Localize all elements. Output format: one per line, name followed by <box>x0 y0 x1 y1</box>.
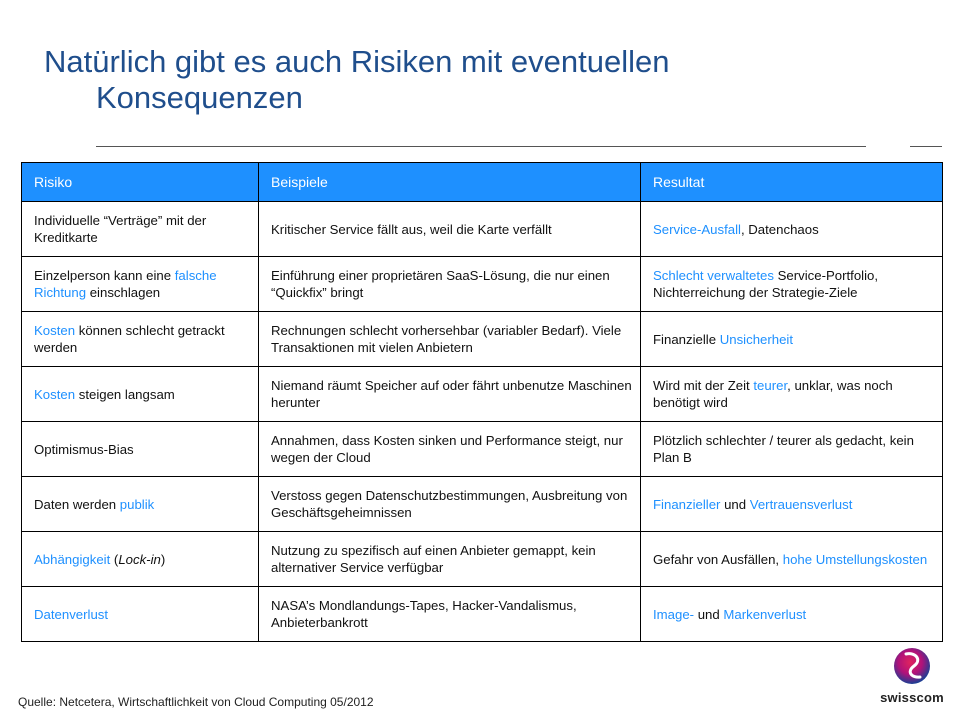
cell-text: Service-Portfolio, Nichterreichung der Strategie-Ziele <box>653 268 879 300</box>
cell-risk <box>22 532 259 587</box>
source-note: Quelle: Netcetera, Wirtschaftlichkeit von Cloud Computing 05/2012 <box>18 695 374 709</box>
cell-result <box>641 587 943 642</box>
cell-risk <box>22 477 259 532</box>
cell-result <box>641 367 943 422</box>
title-divider-short <box>910 146 942 147</box>
title-line-1: Natürlich gibt es auch Risiken mit eventuellen <box>44 44 670 79</box>
cell-text: , unklar, was noch benötigt wird <box>653 378 893 410</box>
cell-text: Image- <box>653 606 695 622</box>
cell-text: Datenverlust <box>34 606 109 622</box>
cell-text: Annahmen, dass Kosten sinken und Performance steigt, nur wegen der Cloud <box>271 433 623 465</box>
cell-text: Service-Ausfall <box>653 221 741 237</box>
cell-text: Einführung einer proprietären SaaS-Lösung, die nur einen “Quickfix” bringt <box>271 268 610 300</box>
cell-text: Kosten <box>34 386 76 402</box>
cell-text: Plötzlich schlechter / teurer als gedacht, kein Plan B <box>653 433 914 465</box>
cell-example <box>259 422 641 477</box>
cell-risk <box>22 257 259 312</box>
cell-result <box>641 532 943 587</box>
cell-text: Rechnungen schlecht vorhersehbar (variabler Bedarf). Viele Transaktionen mit vielen Anbietern <box>271 323 622 355</box>
cell-text: teurer <box>753 378 788 393</box>
cell-text: und <box>720 496 750 512</box>
cell-text: Kosten <box>34 323 76 338</box>
cell-example <box>259 312 641 367</box>
cell-example <box>259 532 641 587</box>
cell-text: publik <box>119 496 155 512</box>
risk-table-body <box>22 202 943 642</box>
cell-text: Daten werden <box>34 496 120 512</box>
title-divider <box>96 146 866 147</box>
cell-text: ) <box>160 551 166 567</box>
cell-text: einschlagen <box>86 285 161 300</box>
cell-risk <box>22 202 259 257</box>
cell-text: Individuelle “Verträge” mit der Kreditkarte <box>34 213 207 245</box>
cell-text: NASA’s Mondlandungs-Tapes, Hacker-Vandalismus, Anbieterbankrott <box>271 598 577 630</box>
cell-text: ( <box>110 551 119 567</box>
cell-text: falsche Richtung <box>34 268 217 300</box>
cell-example <box>259 367 641 422</box>
cell-result <box>641 202 943 257</box>
cell-text: Verstoss gegen Datenschutzbestimmungen, Ausbreitung von Geschäftsgeheimnissen <box>271 488 628 520</box>
header-result: Resultat <box>641 163 943 202</box>
table-row <box>22 367 943 422</box>
cell-text: Finanzielle <box>653 331 720 347</box>
cell-text: Nutzung zu spezifisch auf einen Anbieter gemappt, kein alternativer Service verfügbar <box>271 543 596 575</box>
cell-result <box>641 422 943 477</box>
cell-risk <box>22 587 259 642</box>
table-row <box>22 587 943 642</box>
table-row <box>22 532 943 587</box>
cell-example <box>259 257 641 312</box>
cell-text: Kritischer Service fällt aus, weil die Karte verfällt <box>271 221 552 237</box>
table-row <box>22 257 943 312</box>
cell-text: Markenverlust <box>723 606 807 622</box>
cell-text: können schlecht getrackt werden <box>34 323 225 355</box>
page-title <box>44 44 904 116</box>
cell-text: Lock-in <box>118 551 161 567</box>
cell-text: Optimismus-Bias <box>34 441 134 457</box>
cell-text: Niemand räumt Speicher auf oder fährt unbenutze Maschinen herunter <box>271 378 632 410</box>
table-row <box>22 477 943 532</box>
cell-risk <box>22 312 259 367</box>
cell-text: und <box>694 606 724 622</box>
risk-table <box>21 162 943 642</box>
header-risk: Risiko <box>22 163 259 202</box>
header-examples: Beispiele <box>259 163 641 202</box>
table-header-row <box>22 163 943 202</box>
cell-text: , Datenchaos <box>740 221 819 237</box>
cell-text: Schlecht verwaltetes <box>653 268 774 283</box>
cell-text: Gefahr von Ausfällen, <box>653 551 783 567</box>
cell-text: Abhängigkeit <box>34 551 111 567</box>
cell-text: hohe Umstellungskosten <box>782 551 928 567</box>
swisscom-logo-text: swisscom <box>880 690 944 705</box>
cell-result <box>641 477 943 532</box>
cell-text: Finanzieller <box>653 496 721 512</box>
cell-result <box>641 257 943 312</box>
cell-example <box>259 477 641 532</box>
table-row <box>22 202 943 257</box>
cell-risk <box>22 422 259 477</box>
cell-text: steigen langsam <box>75 386 175 402</box>
cell-risk <box>22 367 259 422</box>
table-row <box>22 312 943 367</box>
cell-text: Unsicherheit <box>719 331 794 347</box>
title-line-2: Konsequenzen <box>96 80 303 115</box>
cell-text: Vertrauensverlust <box>749 496 853 512</box>
cell-text: Einzelperson kann eine <box>34 268 175 283</box>
cell-result <box>641 312 943 367</box>
cell-example <box>259 202 641 257</box>
cell-example <box>259 587 641 642</box>
cell-text: Wird mit der Zeit <box>653 378 754 393</box>
table-row <box>22 422 943 477</box>
